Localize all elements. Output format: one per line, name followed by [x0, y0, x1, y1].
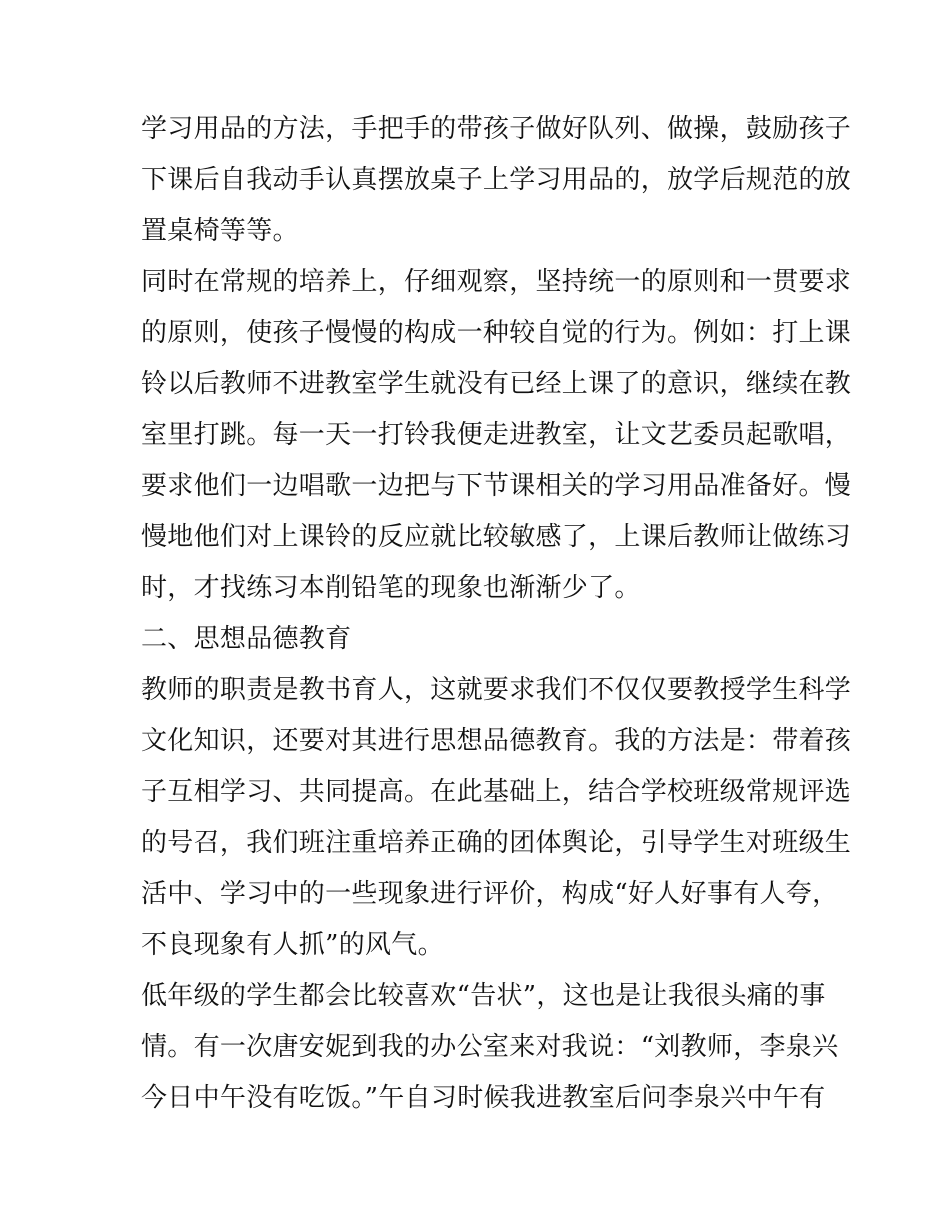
text-line: 时，才找练习本削铅笔的现象也渐渐少了。: [141, 573, 641, 603]
text-line: 教师的职责是教书育人，这就要求我们不仅仅要教授学生科学: [141, 675, 852, 705]
text-line: 铃以后教师不进教室学生就没有已经上课了的意识，继续在教: [141, 369, 852, 399]
text-line: 室里打跳。每一天一打铃我便走进教室，让文艺委员起歌唱，: [141, 420, 852, 450]
text-line: 置桌椅等等。: [141, 216, 299, 246]
text-line: 学习用品的方法，手把手的带孩子做好队列、做操，鼓励孩子: [141, 114, 852, 144]
text-line: 子互相学习、共同提高。在此基础上，结合学校班级常规评选: [141, 777, 852, 807]
text-line: 的原则，使孩子慢慢的构成一种较自觉的行为。例如：打上课: [141, 318, 852, 348]
text-line: 不良现象有人抓”的风气。: [141, 930, 444, 960]
text-line: 同时在常规的培养上，仔细观察，坚持统一的原则和一贯要求: [141, 267, 852, 297]
text-line: 文化知识，还要对其进行思想品德教育。我的方法是：带着孩: [141, 726, 852, 756]
text-line: 活中、学习中的一些现象进行评价，构成“好人好事有人夸，: [141, 879, 839, 909]
text-line: 情。有一次唐安妮到我的办公室来对我说：“刘教师，李泉兴: [141, 1032, 839, 1062]
text-line: 下课后自我动手认真摆放桌子上学习用品的，放学后规范的放: [141, 165, 852, 195]
text-line: 慢地他们对上课铃的反应就比较敏感了，上课后教师让做练习: [141, 522, 852, 552]
text-line: 的号召，我们班注重培养正确的团体舆论，引导学生对班级生: [141, 828, 852, 858]
document-body: [141, 104, 852, 1124]
text-line: 今日中午没有吃饭。”午自习时候我进教室后问李泉兴中午有: [141, 1083, 826, 1113]
text-line: 要求他们一边唱歌一边把与下节课相关的学习用品准备好。慢: [141, 471, 852, 501]
text-line: 低年级的学生都会比较喜欢“告状”，这也是让我很头痛的事: [141, 981, 826, 1011]
section-heading: 二、思想品德教育: [141, 624, 352, 654]
